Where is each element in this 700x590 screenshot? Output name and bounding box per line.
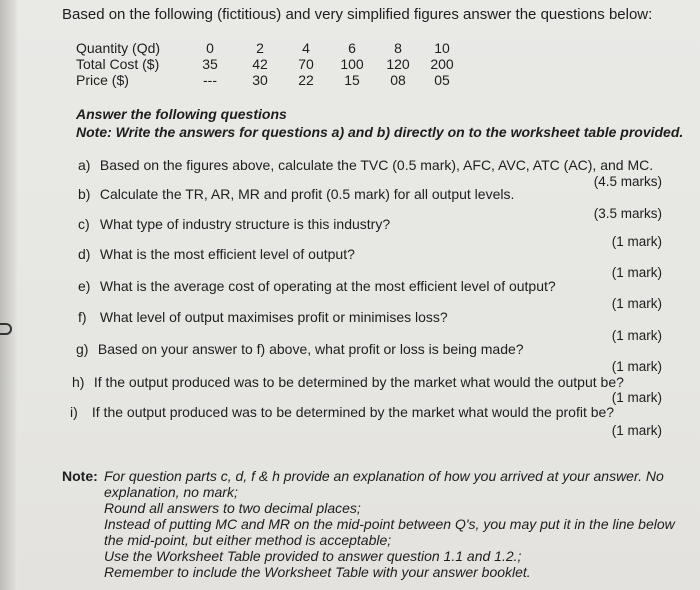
table-cell: 10 (434, 40, 450, 56)
marks-label: (1 mark) (611, 359, 662, 374)
marks-label: (1 mark) (611, 423, 662, 438)
table-cell: 120 (386, 56, 410, 72)
note-line: the mid-point, but either method is acceptable; (104, 532, 392, 548)
marks-label: (1 mark) (611, 390, 662, 405)
table-cell: 0 (206, 40, 214, 56)
question-a (78, 157, 653, 173)
marks-label: (1 mark) (611, 234, 662, 249)
question-text: Based on the figures above, calculate the TVC (0.5 mark), AFC, AVC, ATC (AC), and MC. (99, 157, 654, 173)
table-cell: 35 (202, 56, 218, 72)
marks-label: (1 mark) (611, 328, 662, 343)
question-letter: b) (78, 186, 91, 202)
question-i (70, 404, 614, 420)
note-lines (104, 468, 700, 580)
question-text: Based on your answer to f) above, what profit or loss is being made? (97, 341, 524, 357)
question-letter: d) (78, 246, 91, 262)
table-cell: 2 (256, 40, 264, 56)
marks-label: (4.5 marks) (593, 174, 662, 189)
question-text: Calculate the TR, AR, MR and profit (0.5 mark) for all output levels. (99, 186, 515, 202)
question-d (78, 246, 355, 262)
question-letter: f) (78, 309, 87, 325)
question-letter: a) (78, 157, 91, 173)
note-line: Remember to include the Worksheet Table with your answer booklet. (104, 564, 531, 580)
table-cell: 15 (344, 72, 360, 88)
note-label: Note: (62, 468, 98, 484)
table-cell: 4 (302, 40, 310, 56)
table-cell: 100 (340, 56, 364, 72)
table-cell: 08 (390, 72, 406, 88)
question-b (78, 186, 514, 202)
note-line: Instead of putting MC and MR on the mid-point between Q's, you may put it in the line below (104, 516, 675, 532)
question-text: What level of output maximises profit or minimises loss? (99, 309, 448, 325)
table-cell: 70 (298, 56, 314, 72)
marks-label: (1 mark) (611, 296, 662, 311)
question-g (76, 341, 524, 357)
question-h (72, 374, 624, 390)
question-letter: g) (76, 341, 89, 357)
question-text: What type of industry structure is this industry? (99, 216, 391, 232)
table-cell: 22 (298, 72, 314, 88)
table-cell: 05 (434, 72, 450, 88)
note-line: explanation, no mark; (104, 484, 238, 500)
question-text: What is the average cost of operating at the most efficient level of output? (99, 278, 556, 294)
note-line: Round all answers to two decimal places; (104, 500, 361, 516)
table-cell: 8 (394, 40, 402, 56)
note-line: For question parts c, d, f & h provide an explanation of how you arrived at your answer. No (104, 468, 664, 484)
question-letter: h) (72, 374, 85, 390)
table-cell: 30 (252, 72, 268, 88)
table-cell: 200 (430, 56, 454, 72)
section-subheading: Note: Write the answers for questions a) and b) directly on to the worksheet table provided. (76, 124, 684, 140)
table-cell: 42 (252, 56, 268, 72)
marks-label: (1 mark) (611, 265, 662, 280)
question-letter: i) (70, 404, 78, 420)
table-cell: 6 (348, 40, 356, 56)
question-f (78, 309, 448, 325)
question-text: If the output produced was to be determined by the market what would the profit be? (91, 404, 615, 420)
row-label: Total Cost ($) (76, 56, 160, 72)
question-letter: c) (78, 216, 90, 232)
row-label: Quantity (Qd) (76, 40, 161, 56)
section-heading: Answer the following questions (76, 106, 287, 122)
question-text: If the output produced was to be determined by the market what would the output be? (93, 374, 624, 390)
question-text: What is the most efficient level of output? (99, 246, 355, 262)
question-c (78, 216, 390, 232)
marks-label: (3.5 marks) (593, 206, 662, 221)
intro-text: Based on the following (fictitious) and very simplified figures answer the questions below: (62, 6, 653, 23)
question-e (78, 278, 556, 294)
table-cell: --- (203, 72, 217, 88)
row-label: Price ($) (76, 72, 129, 88)
question-letter: e) (78, 278, 91, 294)
note-line: Use the Worksheet Table provided to answer question 1.1 and 1.2.; (104, 548, 522, 564)
